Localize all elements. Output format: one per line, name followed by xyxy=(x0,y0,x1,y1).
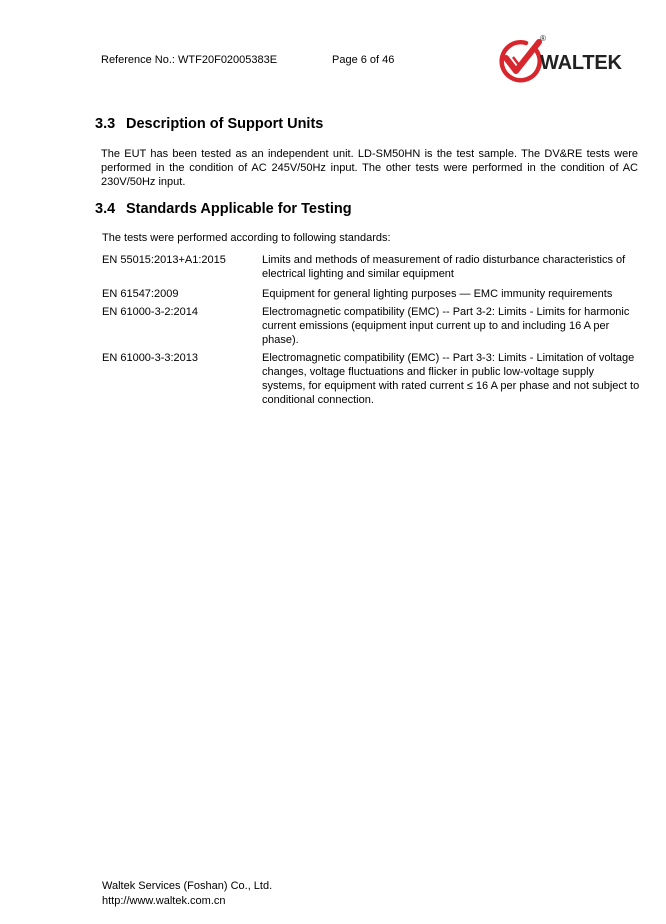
standards-intro: The tests were performed according to following standards: xyxy=(102,232,391,244)
standard-description: Electromagnetic compatibility (EMC) -- Part 3-2: Limits - Limits for harmonic current emissions (equipment input current up to and including 16 A per phase). xyxy=(262,306,630,346)
website-link[interactable]: http://www.waltek.com.cn xyxy=(102,895,226,907)
standard-row xyxy=(102,351,640,407)
standard-row xyxy=(102,253,640,281)
section-title: Description of Support Units xyxy=(126,116,324,132)
standard-description: Equipment for general lighting purposes — EMC immunity requirements xyxy=(262,288,613,300)
page-footer xyxy=(102,879,272,909)
registered-mark: ® xyxy=(540,34,546,43)
standard-code: EN 61000-3-2:2014 xyxy=(102,306,199,318)
section-3-3-heading xyxy=(95,116,323,132)
standard-code: EN 61000-3-3:2013 xyxy=(102,352,199,364)
company-name: Waltek Services (Foshan) Co., Ltd. xyxy=(102,880,273,892)
standard-row xyxy=(102,305,640,347)
logo-wordmark: WALTEK xyxy=(540,52,622,74)
standard-code: EN 61547:2009 xyxy=(102,288,179,300)
section-title: Standards Applicable for Testing xyxy=(126,201,352,217)
standard-description: Limits and methods of measurement of radio disturbance characteristics of electrical lighting and similar equipment xyxy=(262,254,626,280)
waltek-check-logo-icon xyxy=(496,38,542,84)
standard-code: EN 55015:2013+A1:2015 xyxy=(102,254,226,266)
page-number: Page 6 of 46 xyxy=(332,54,395,66)
reference-number: Reference No.: WTF20F02005383E xyxy=(101,54,278,66)
standard-description: Electromagnetic compatibility (EMC) -- Part 3-3: Limits - Limitation of voltage changes, voltage fluctuations and flicker in public low-voltage supply systems, for equipment with rated current ≤ 16 A per phase and not subject to conditional connection. xyxy=(262,352,640,406)
standards-list xyxy=(102,253,640,413)
waltek-logo xyxy=(496,32,641,84)
standard-row xyxy=(102,287,640,301)
section-number: 3.3 xyxy=(95,116,116,132)
section-3-4-heading xyxy=(95,201,352,217)
section-3-3-body: The EUT has been tested as an independent unit. LD-SM50HN is the test sample. The DV&RE tests were performed in the condition of AC 245V/50Hz input. The other tests were performed in the condition of AC 230V/50Hz input. xyxy=(101,148,638,188)
section-number: 3.4 xyxy=(95,201,116,217)
